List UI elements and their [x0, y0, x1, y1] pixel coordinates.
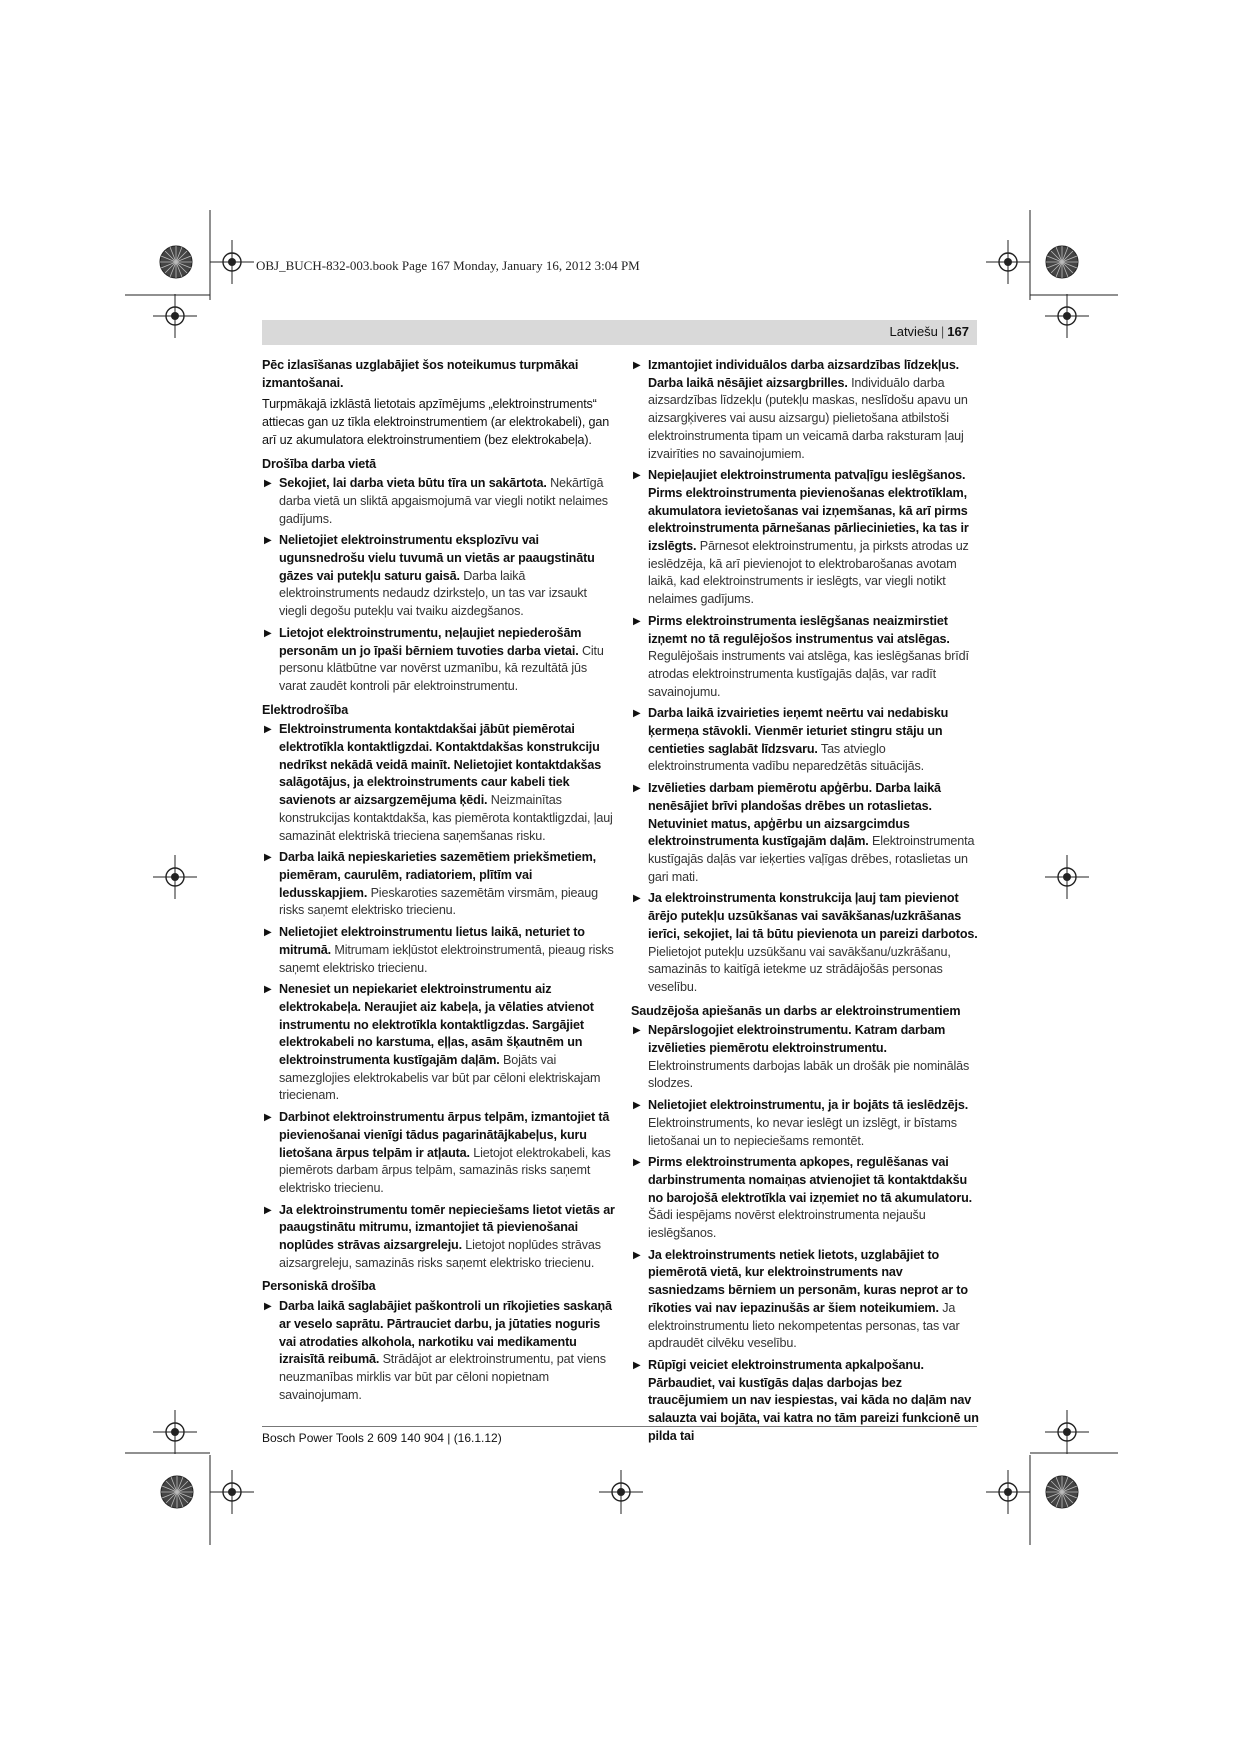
file-info-line: OBJ_BUCH-832-003.book Page 167 Monday, January 16, 2012 3:04 PM	[256, 258, 640, 273]
list-item-text: Pārnesot elektroinstrumentu, ja pirksts atrodas uz ieslēdzēja, kā arī pievienojot to elektrobarošanas avotam laikā, kad elektroinstruments ir ieslēgts, var viegli notikt nelaimes gadījums.	[648, 539, 969, 607]
bullet-arrow-icon: ▶	[264, 478, 272, 490]
list-item	[262, 1298, 617, 1404]
intro-bold-text: Pēc izlasīšanas uzglabājiet šos noteikumus turpmākai izmantošanai.	[262, 358, 579, 390]
list-item	[262, 475, 617, 528]
bullet-arrow-icon: ▶	[633, 1249, 641, 1261]
careful-use-list	[631, 1022, 979, 1445]
list-item-text: Bojāts vai samezglojies elektrokabelis var būt par cēloni elektriskajam triecienam.	[279, 1053, 601, 1103]
list-item	[631, 1097, 979, 1150]
page-header	[889, 324, 969, 339]
bullet-arrow-icon: ▶	[633, 893, 641, 905]
list-item-bold: Izmantojiet individuālos darba aizsardzības līdzekļus. Darba laikā nēsājiet aizsargbrilles.	[648, 358, 960, 390]
section-heading-careful-use: Saudzējoša apiešanās un darbs ar elektroinstrumentiem	[631, 1003, 961, 1018]
bullet-arrow-icon: ▶	[633, 615, 641, 627]
list-item	[631, 780, 979, 886]
list-item-bold: Nepieļaujiet elektroinstrumenta patvaļīgu ieslēgšanos. Pirms elektroinstrumenta pievienošanas elektrotīklam, akumulatora ievietošanas vai izņemšanas, kā arī pirms elektroinstrumenta pārnešanas pārliecinieties, ka tas ir izslēgts.	[648, 468, 969, 554]
list-item-text: Šādi iespējams novērst elektroinstrumenta nejaušu ieslēgšanos.	[648, 1208, 926, 1241]
bullet-arrow-icon: ▶	[633, 783, 641, 795]
list-item	[631, 357, 979, 463]
bullet-arrow-icon: ▶	[633, 470, 641, 482]
bullet-arrow-icon: ▶	[264, 1204, 272, 1216]
list-item-text: Citu personu klātbūtne var novērst uzmanību, kā rezultātā jūs varat zaudēt kontroli pār elektroinstrumentu.	[279, 643, 604, 693]
list-item-text: Elektroinstrumenta kustīgajās daļās var ieķerties vaļīgas drēbes, rotaslietas un gari mati.	[648, 834, 975, 884]
list-item-bold: Nelietojiet elektroinstrumentu, ja ir bojāts tā ieslēdzējs.	[648, 1098, 969, 1113]
footer-text: Bosch Power Tools 2 609 140 904 | (16.1.12)	[262, 1431, 502, 1445]
list-item-text: Regulējošais instruments vai atslēga, kas ieslēgšanas brīdī atrodas elektroinstrumenta kustīgajās daļās, var radīt savainojumu.	[648, 649, 969, 699]
list-item-text: Darba laikā elektroinstruments nedaudz dzirksteļo, un tas var izsaukt viegli degošu putekļu vai tvaiku aizdegšanos.	[279, 568, 587, 619]
right-column	[631, 357, 979, 1449]
list-item	[631, 613, 979, 702]
bullet-arrow-icon: ▶	[264, 984, 272, 996]
list-item-text: Elektroinstruments darbojas labāk un drošāk pie nominālās slodzes.	[648, 1058, 970, 1091]
bullet-arrow-icon: ▶	[633, 708, 641, 720]
left-column	[262, 357, 617, 1408]
work-area-list	[262, 475, 617, 695]
bullet-arrow-icon: ▶	[264, 1301, 272, 1313]
section-heading-personal: Personiskā drošība	[262, 1279, 376, 1294]
list-item-bold: Rūpīgi veiciet elektroinstrumenta apkalpošanu. Pārbaudiet, vai kustīgās daļas darbojas bez traucējumiem un nav iespiestas, vai kāda no daļām nav salauzta vai bojāta, vai katra no tām pareizi funkcionē un pilda tai	[648, 1357, 979, 1443]
list-item	[262, 1202, 617, 1273]
list-item-bold: Elektroinstrumenta kontaktdakšai jābūt piemērotai elektrotīkla kontaktligzdai. Kontaktdakšas konstrukciju nedrīkst nekādā veidā mainīt. Nelietojiet kontaktdakšas salāgotājus, ja elektroinstruments caur kabeli tiek savienots ar aizsargzemējuma ķēdi.	[279, 722, 602, 808]
list-item-bold: Ja elektroinstrumentu tomēr nepieciešams lietot vietās ar paaugstinātu mitrumu, izmantojiet tā pievienošanai noplūdes strāvas aizsargreleju.	[279, 1202, 615, 1253]
list-item-text: Ja elektroinstrumentu lieto nekompetentas personas, tas var apdraudēt cilvēku veselību.	[648, 1300, 960, 1351]
list-item	[262, 625, 617, 696]
list-item	[262, 532, 617, 621]
list-item-text: Pieskaroties sazemētām virsmām, pieaug risks saņemt elektrisko triecienu.	[279, 885, 598, 918]
list-item	[631, 1357, 979, 1446]
list-item-text: Tas atvieglo elektroinstrumenta vadību neparedzētās situācijās.	[648, 741, 925, 774]
list-item	[262, 1109, 617, 1198]
list-item	[262, 924, 617, 977]
page-header-bar	[262, 320, 977, 345]
list-item-bold: Nelietojiet elektroinstrumentu eksplozīvu vai ugunsnedrošu vielu tuvumā un vietās ar paaugstinātu gāzes vai putekļu saturu gaisā.	[279, 533, 595, 583]
bullet-arrow-icon: ▶	[264, 627, 272, 639]
footer-rule	[262, 1426, 977, 1427]
intro-text: Turpmākajā izklāstā lietotais apzīmējums „elektroinstruments“ attiecas gan uz tīkla elektroinstrumentiem (ar elektrokabeli), gan arī uz akumulatora elektroinstrumentiem (bez elektrokabeļa).	[262, 397, 610, 447]
list-item-bold: Pirms elektroinstrumenta apkopes, regulēšanas vai darbinstrumenta nomaiņas atvienojiet tā kontaktdakšu no barojošā elektrotīkla vai izņemiet no tā akumulatoru.	[648, 1155, 973, 1205]
list-item-text: Pielietojot putekļu uzsūkšanu vai savākšanu/uzkrāšanu, samazinās to kaitīgā ietekme uz strādājošās personas veselību.	[648, 944, 951, 994]
header-separator: |	[940, 324, 945, 339]
bullet-arrow-icon: ▶	[633, 1025, 641, 1037]
list-item-bold: Nenesiet un nepiekariet elektroinstrumentu aiz elektrokabeļa. Neraujiet aiz kabeļa, ja vēlaties atvienot instrumentu no elektrotīkla kontaktligzdas. Sargājiet elektrokabeli no karstuma, eļļas, asām šķautnēm un elektroinstrumenta kustīgajām daļām.	[279, 982, 594, 1068]
bullet-arrow-icon: ▶	[264, 1112, 272, 1124]
list-item-text: Lietojot noplūdes strāvas aizsargreleju, samazinās risks saņemt elektrisko triecienu.	[279, 1238, 601, 1270]
list-item	[631, 705, 979, 776]
list-item	[631, 467, 979, 609]
bullet-arrow-icon: ▶	[264, 535, 272, 547]
list-item-bold: Darba laikā saglabājiet paškontroli un rīkojieties saskaņā ar veselo saprātu. Pārtrauciet darbu, ja jūtaties noguris vai atrodaties alkohola, narkotiku vai medikamentu izraisītā reibumā.	[279, 1299, 612, 1367]
list-item-text: Nekārtīgā darba vietā un sliktā apgaismojumā var viegli notikt nelaimes gadījums.	[279, 476, 608, 526]
list-item-text: Neizmainītas konstrukcijas kontaktdakša, kas piemērota kontaktligzdai, ļauj samazināt elektriskā trieciena saņemšanas risku.	[279, 793, 613, 843]
list-item-text: Mitrumam iekļūstot elektroinstrumentā, pieaug risks saņemt elektrisko triecienu.	[279, 942, 614, 975]
header-language: Latviešu	[889, 324, 938, 339]
list-item	[262, 849, 617, 920]
list-item-bold: Lietojot elektroinstrumentu, neļaujiet nepiederošām personām un jo īpaši bērniem tuvoties darba vietai.	[279, 625, 582, 658]
list-item-text: Strādājot ar elektroinstrumentu, pat viens neuzmanības mirklis var būt par cēloni nopietnam savainojumam.	[279, 1352, 606, 1402]
list-item-bold: Darba laikā izvairieties ieņemt neērtu vai nedabisku ķermeņa stāvokli. Vienmēr ieturiet stingru stāju un centieties saglabāt līdzsvaru.	[648, 706, 949, 756]
bullet-arrow-icon: ▶	[633, 1100, 641, 1112]
page-number: 167	[947, 324, 969, 339]
list-item-bold: Nepārslogojiet elektroinstrumentu. Katram darbam izvēlieties piemērotu elektroinstrumentu.	[648, 1023, 946, 1056]
list-item-text: Individuālo darba aizsardzības līdzekļu (putekļu maskas, neslīdošu apavu un aizsargķiveres vai ausu aizsargu) pielietošana atbilstoši elektroinstrumenta tipam un veicamā darba raksturam ļauj izvairīties no savainojumiem.	[648, 375, 968, 461]
list-item	[631, 1247, 979, 1353]
section-heading-work-area: Drošība darba vietā	[262, 456, 377, 471]
list-item-text: Lietojot elektrokabeli, kas piemērots darbam ārpus telpām, samazinās risks saņemt elektrisko triecienu.	[279, 1145, 611, 1195]
bullet-arrow-icon: ▶	[633, 1359, 641, 1371]
list-item-bold: Izvēlieties darbam piemērotu apģērbu. Darba laikā nenēsājiet brīvi plandošas drēbes un rotaslietas. Netuviniet matus, apģērbu un aizsargcimdus elektroinstrumenta kustīgajām daļām.	[648, 781, 941, 849]
list-item-bold: Ja elektroinstruments netiek lietots, uzglabājiet to piemērotā vietā, kur elektroinstruments nav sasniedzams bērniem un personām, kuras neprot ar to rīkoties vai nav iepazinušās ar šiem noteikumiem.	[648, 1247, 968, 1315]
personal-cont-list	[631, 357, 979, 997]
list-item-text: Elektroinstruments, ko nevar ieslēgt un izslēgt, ir bīstams lietošanai un to nepieciešams remontēt.	[648, 1115, 957, 1148]
bullet-arrow-icon: ▶	[264, 724, 272, 736]
list-item-bold: Nelietojiet elektroinstrumentu lietus laikā, neturiet to mitrumā.	[279, 925, 585, 957]
section-heading-electrical: Elektrodrošība	[262, 702, 349, 717]
bullet-arrow-icon: ▶	[264, 927, 272, 939]
list-item-bold: Sekojiet, lai darba vieta būtu tīra un sakārtota.	[279, 476, 547, 491]
list-item-bold: Ja elektroinstrumenta konstrukcija ļauj tam pievienot ārējo putekļu uzsūkšanas vai savākšanas/uzkrāšanas ierīci, sekojiet, lai tā būtu pievienota un pareizi darbotos.	[648, 891, 978, 941]
electrical-list	[262, 721, 617, 1272]
intro-bold	[262, 357, 617, 392]
bullet-arrow-icon: ▶	[633, 360, 641, 371]
list-item	[631, 890, 979, 996]
bullet-arrow-icon: ▶	[633, 1157, 641, 1169]
list-item-bold: Pirms elektroinstrumenta ieslēgšanas neaizmirstiet izņemt no tā regulējošos instrumentus vai atslēgas.	[648, 613, 950, 646]
list-item-bold: Darba laikā nepieskarieties sazemētiem priekšmetiem, piemēram, caurulēm, radiatoriem, plītīm vai ledusskapjiem.	[279, 850, 597, 900]
list-item-bold: Darbinot elektroinstrumentu ārpus telpām, izmantojiet tā pievienošanai vienīgi tādus pagarinātājkabeļus, kuru lietošana ārpus telpām ir atļauta.	[279, 1110, 610, 1160]
list-item	[631, 1022, 979, 1093]
bullet-arrow-icon: ▶	[264, 852, 272, 864]
list-item	[631, 1154, 979, 1243]
list-item	[262, 981, 617, 1105]
personal-list	[262, 1298, 617, 1404]
list-item	[262, 721, 617, 845]
